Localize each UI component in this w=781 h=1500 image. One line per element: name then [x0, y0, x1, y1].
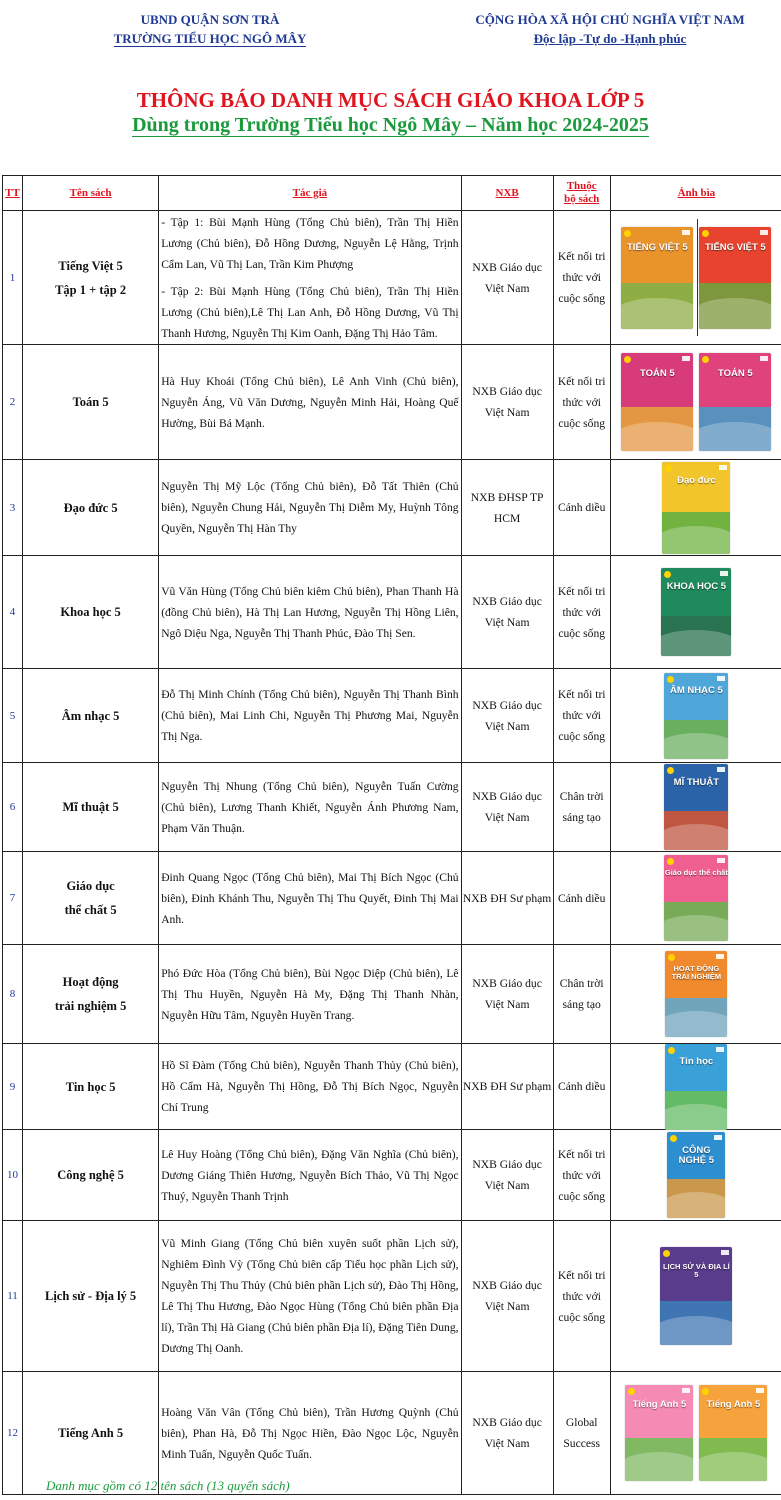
book-series: Global Success — [553, 1372, 610, 1495]
book-authors — [159, 1044, 461, 1130]
book-series: Kết nối tri thức với cuộc sống — [553, 1130, 610, 1221]
author-paragraph: Hồ Sĩ Đàm (Tổng Chủ biên), Nguyễn Thanh Thủy (Chủ biên), Hồ Cẩm Hà, Nguyễn Thị Hồng, Đỗ Thị Bích Ngọc, Nguyễn Chí Trung — [161, 1059, 459, 1114]
book-cover-title: Tiếng Anh 5 — [632, 1399, 687, 1411]
col-header-series-line1: Thuộc — [566, 180, 597, 192]
row-number: 4 — [3, 556, 23, 669]
book-series: Cánh diều — [553, 852, 610, 945]
book-cover-title: Tin học — [679, 1056, 714, 1068]
book-publisher: NXB Giáo dục Việt Nam — [461, 669, 553, 763]
book-cover-cell — [610, 460, 781, 556]
book-cover-title: CÔNG NGHỆ 5 — [678, 1144, 715, 1166]
publisher-logo-icon — [667, 858, 674, 865]
book-cover-cell — [610, 1372, 781, 1495]
book-cover-image — [625, 1385, 693, 1481]
book-publisher: NXB ĐH Sư phạm — [461, 852, 553, 945]
row-number: 11 — [3, 1221, 23, 1372]
book-cover-image — [665, 951, 727, 1037]
book-publisher: NXB Giáo dục Việt Nam — [461, 1372, 553, 1495]
book-publisher: NXB Giáo dục Việt Nam — [461, 211, 553, 345]
book-name-line: Công nghệ 5 — [57, 1168, 124, 1182]
book-publisher: NXB Giáo dục Việt Nam — [461, 345, 553, 460]
book-cover-title: Tiếng Anh 5 — [706, 1399, 761, 1411]
book-name-line: Hoạt động — [62, 975, 119, 989]
table-row — [3, 556, 781, 669]
author-paragraph: Hà Huy Khoái (Tổng Chủ biên), Lê Anh Vinh (Chủ biên), Nguyễn Áng, Vũ Văn Dương, Nguyễn Minh Hải, Hoàng Quế Hường, Bùi Bá Mạnh. — [161, 374, 459, 430]
col-header-publisher: NXB — [461, 176, 553, 211]
book-name-line: Tiếng Việt 5 — [58, 258, 123, 273]
school-name: TRƯỜNG TIỂU HỌC NGÔ MÂY — [113, 31, 307, 46]
publisher-logo-icon — [668, 1047, 675, 1054]
book-cover-cell — [610, 556, 781, 669]
book-name — [23, 852, 159, 945]
table-row — [3, 1044, 781, 1130]
book-name — [23, 1044, 159, 1130]
book-publisher: NXB Giáo dục Việt Nam — [461, 945, 553, 1044]
col-header-series — [553, 176, 610, 211]
book-name — [23, 1130, 159, 1221]
book-cover-image — [664, 764, 728, 850]
book-name-line: Toán 5 — [72, 395, 109, 409]
book-cover-image — [699, 353, 771, 451]
book-series: Kết nối tri thức với cuộc sống — [553, 1221, 610, 1372]
table-row — [3, 945, 781, 1044]
book-name-line: Tin học 5 — [65, 1079, 116, 1094]
book-cover-title: TIẾNG VIỆT 5 — [627, 241, 688, 253]
row-number: 10 — [3, 1130, 23, 1221]
book-name-line: Tiếng Anh 5 — [58, 1426, 124, 1440]
row-number: 1 — [3, 211, 23, 345]
book-publisher: NXB Giáo dục Việt Nam — [461, 763, 553, 852]
district-name: UBND QUẬN SƠN TRÀ — [140, 12, 280, 27]
document-subtitle-text: Dùng trong Trường Tiểu học Ngô Mây – Năm học 2024-2025 — [132, 114, 649, 136]
col-header-series-line2: bộ sách — [564, 193, 600, 205]
publisher-logo-icon — [663, 1250, 670, 1257]
book-cover-cell — [610, 345, 781, 460]
book-cover-title: TOÁN 5 — [718, 367, 753, 379]
book-cover-title: Đạo đức — [677, 475, 716, 487]
author-paragraph: Vũ Minh Giang (Tổng Chủ biên xuyên suốt phần Lịch sử), Nghiêm Đình Vỳ (Tổng Chủ biên cấp Tiểu học phần Lịch sử), Nguyễn Thị Thu Thủy (Chủ biên phần Lịch sử), Đào Thị Hồng, Lê Thị Thu Hương, Đào Ngọc Hùng (Tổng Chủ biên phần Địa lí), Trần Thị Hà Giang (Chủ biên phần Địa lí), Đặng Tiên Dung, Dương Thị Oanh. — [161, 1237, 459, 1355]
book-name-line: Âm nhạc 5 — [61, 708, 120, 723]
textbook-table — [2, 175, 781, 1495]
book-cover-title: LỊCH SỬ VÀ ĐỊA LÍ 5 — [662, 1261, 730, 1279]
book-name — [23, 556, 159, 669]
author-paragraph: - Tập 1: Bùi Mạnh Hùng (Tổng Chủ biên), Trần Thị Hiền Lương (Chủ biên), Đỗ Hồng Dương, Nguyễn Lệ Hằng, Trịnh Cẩm Lan, Vũ Thị Lan, Trần Kim Phượng — [161, 215, 459, 271]
book-cover-image — [699, 227, 771, 329]
author-paragraph: Nguyễn Thị Nhung (Tổng Chủ biên), Nguyễn Tuấn Cường (Chủ biên), Lương Thanh Khiết, Nguyễn Ánh Phương Nam, Phạm Văn Thuận. — [161, 779, 459, 835]
book-name — [23, 945, 159, 1044]
book-name-line: Đạo đức 5 — [63, 500, 118, 515]
book-series: Kết nối tri thức với cuộc sống — [553, 556, 610, 669]
table-row — [3, 669, 781, 763]
document-subtitle — [0, 114, 781, 137]
book-authors — [159, 945, 461, 1044]
book-cover-cell — [610, 852, 781, 945]
publisher-logo-icon — [664, 571, 671, 578]
col-header-cover: Ảnh bìa — [610, 176, 781, 211]
book-cover-cell — [610, 1130, 781, 1221]
author-paragraph: Đinh Quang Ngọc (Tổng Chủ biên), Mai Thị Bích Ngọc (Chủ biên), Đinh Khánh Thu, Nguyễn Thị Thu Quyết, Đinh Thị Mai Anh. — [161, 870, 459, 926]
book-series: Kết nối tri thức với cuộc sống — [553, 345, 610, 460]
book-cover-title: HOẠT ĐỘNG TRẢI NGHIỆM — [671, 963, 722, 981]
book-cover-cell — [610, 1044, 781, 1130]
book-name-line: trải nghiệm 5 — [54, 999, 127, 1013]
table-row — [3, 1221, 781, 1372]
book-name — [23, 1221, 159, 1372]
col-header-authors: Tác giả — [159, 176, 461, 211]
publisher-logo-icon — [628, 1388, 635, 1395]
book-cover-image — [661, 568, 731, 656]
national-motto: Độc lập -Tự do -Hạnh phúc — [533, 31, 687, 46]
book-cover-title: TOÁN 5 — [640, 367, 675, 379]
book-cover-cell — [610, 669, 781, 763]
publisher-logo-icon — [624, 230, 631, 237]
book-authors — [159, 556, 461, 669]
table-row — [3, 1372, 781, 1495]
publisher-logo-icon — [668, 954, 675, 961]
book-cover-image — [699, 1385, 767, 1481]
book-name-line: thể chất 5 — [64, 903, 117, 917]
book-cover-image — [660, 1247, 732, 1345]
author-paragraph: Lê Huy Hoàng (Tổng Chủ biên), Đặng Văn Nghĩa (Chủ biên), Dương Giáng Thiên Hương, Nguyễn Bích Thảo, Vũ Thị Ngọc Thuý, Nguyễn Thanh Trịnh — [161, 1147, 459, 1203]
book-authors — [159, 1221, 461, 1372]
row-number: 5 — [3, 669, 23, 763]
author-paragraph: Đỗ Thị Minh Chính (Tổng Chủ biên), Nguyễn Thị Thanh Bình (Chủ biên), Mai Linh Chi, Nguyễn Thị Phương Mai, Nguyễn Thị Nga. — [161, 688, 459, 743]
publisher-logo-icon — [670, 1135, 677, 1142]
table-row — [3, 852, 781, 945]
table-row — [3, 460, 781, 556]
book-authors — [159, 852, 461, 945]
book-cover-title: KHOA HỌC 5 — [666, 581, 726, 593]
book-authors — [159, 345, 461, 460]
book-cover-cell — [610, 1221, 781, 1372]
row-number: 6 — [3, 763, 23, 852]
publisher-logo-icon — [667, 767, 674, 774]
national-header — [440, 10, 780, 48]
author-paragraph: Vũ Văn Hùng (Tổng Chủ biên kiêm Chủ biên), Phan Thanh Hà (đồng Chủ biên), Hà Thị Lan Hương, Nguyễn Thị Hồng Liên, Ngô Diệu Nga, Nguyễn Thị Thanh Phúc, Đào Thị Sen. — [161, 584, 459, 640]
book-cover-cell — [610, 211, 781, 345]
publisher-logo-icon — [702, 1388, 709, 1395]
table-row — [3, 211, 781, 345]
book-authors — [159, 460, 461, 556]
author-paragraph: Phó Đức Hòa (Tổng Chủ biên), Bùi Ngọc Diệp (Chủ biên), Lê Thị Thu Huyền, Nguyễn Hà My, Đặng Thị Thanh Nhàn, Nguyễn Hữu Tâm, Nguyễn Huyền Trang. — [161, 966, 459, 1022]
col-header-tt: TT — [3, 176, 23, 211]
book-publisher: NXB Giáo dục Việt Nam — [461, 556, 553, 669]
book-series: Chân trời sáng tạo — [553, 763, 610, 852]
col-header-name: Tên sách — [23, 176, 159, 211]
book-authors — [159, 1130, 461, 1221]
book-cover-title: TIẾNG VIỆT 5 — [705, 241, 766, 253]
author-paragraph: Hoàng Văn Vân (Tổng Chủ biên), Trần Hương Quỳnh (Chủ biên), Phan Hà, Đỗ Thị Ngọc Hiền, Đào Ngọc Lộc, Nguyễn Minh Tuấn, Nguyễn Quốc Tuấn. — [161, 1405, 459, 1461]
publisher-logo-icon — [665, 465, 672, 472]
book-cover-title: Giáo dục thể chất — [664, 867, 728, 877]
book-cover-image — [621, 353, 693, 451]
book-publisher: NXB ĐH Sư phạm — [461, 1044, 553, 1130]
table-row — [3, 345, 781, 460]
book-name-line: Giáo dục — [66, 879, 115, 893]
book-name — [23, 1372, 159, 1495]
book-publisher: NXB Giáo dục Việt Nam — [461, 1130, 553, 1221]
publisher-logo-icon — [624, 356, 631, 363]
book-cover-cell — [610, 763, 781, 852]
row-number: 2 — [3, 345, 23, 460]
row-number: 8 — [3, 945, 23, 1044]
book-cover-title: ÂM NHẠC 5 — [669, 685, 723, 697]
row-number: 9 — [3, 1044, 23, 1130]
book-cover-image — [662, 462, 730, 554]
table-row — [3, 1130, 781, 1221]
footer-note: Danh mục gồm có 12 tên sách (13 quyển sách) — [46, 1478, 290, 1493]
book-cover-image — [667, 1132, 725, 1218]
table-row — [3, 763, 781, 852]
book-name-line: Tập 1 + tập 2 — [55, 282, 127, 297]
book-authors — [159, 669, 461, 763]
book-name — [23, 669, 159, 763]
book-series: Chân trời sáng tạo — [553, 945, 610, 1044]
document-title: THÔNG BÁO DANH MỤC SÁCH GIÁO KHOA LỚP 5 — [136, 88, 645, 112]
nation-name: CỘNG HÒA XÃ HỘI CHỦ NGHĨA VIỆT NAM — [475, 12, 745, 27]
book-series: Kết nối tri thức với cuộc sống — [553, 669, 610, 763]
book-series: Cánh diều — [553, 1044, 610, 1130]
book-cover-cell — [610, 945, 781, 1044]
book-name-line: Mĩ thuật 5 — [62, 800, 119, 814]
publisher-logo-icon — [667, 676, 674, 683]
row-number: 3 — [3, 460, 23, 556]
row-number: 7 — [3, 852, 23, 945]
book-name-line: Khoa học 5 — [60, 605, 121, 619]
book-name — [23, 763, 159, 852]
school-header — [60, 10, 360, 48]
author-paragraph: - Tập 2: Bùi Mạnh Hùng (Tổng Chủ biên), Trần Thị Hiền Lương (Chủ biên),Lê Thị Lan Anh, Đỗ Hồng Dương, Vũ Thị Thanh Hương, Nguyễn Thị Kim Oanh, Đặng Thị Hảo Tâm. — [161, 284, 459, 340]
book-cover-image — [665, 1044, 727, 1130]
book-publisher: NXB Giáo dục Việt Nam — [461, 1221, 553, 1372]
book-authors — [159, 1372, 461, 1495]
publisher-logo-icon — [702, 230, 709, 237]
row-number: 12 — [3, 1372, 23, 1495]
book-authors — [159, 763, 461, 852]
author-paragraph: Nguyễn Thị Mỹ Lộc (Tổng Chủ biên), Đỗ Tất Thiên (Chủ biên), Nguyễn Chung Hải, Nguyễn Thị Diễm My, Huỳnh Tông Quyền, Nguyễn Thị Hàn Thy — [161, 480, 459, 535]
book-cover-title: MĨ THUẬT — [673, 776, 720, 788]
table-header-row — [3, 176, 781, 211]
book-publisher: NXB ĐHSP TP HCM — [461, 460, 553, 556]
book-authors — [159, 211, 461, 345]
book-name — [23, 460, 159, 556]
publisher-logo-icon — [702, 356, 709, 363]
book-series: Kết nối tri thức với cuộc sống — [553, 211, 610, 345]
book-cover-image — [664, 673, 728, 759]
book-series: Cánh diều — [553, 460, 610, 556]
book-name — [23, 211, 159, 345]
book-cover-image — [664, 855, 728, 941]
book-name-line: Lịch sử - Địa lý 5 — [45, 1289, 137, 1303]
book-cover-image — [621, 227, 693, 329]
book-name — [23, 345, 159, 460]
